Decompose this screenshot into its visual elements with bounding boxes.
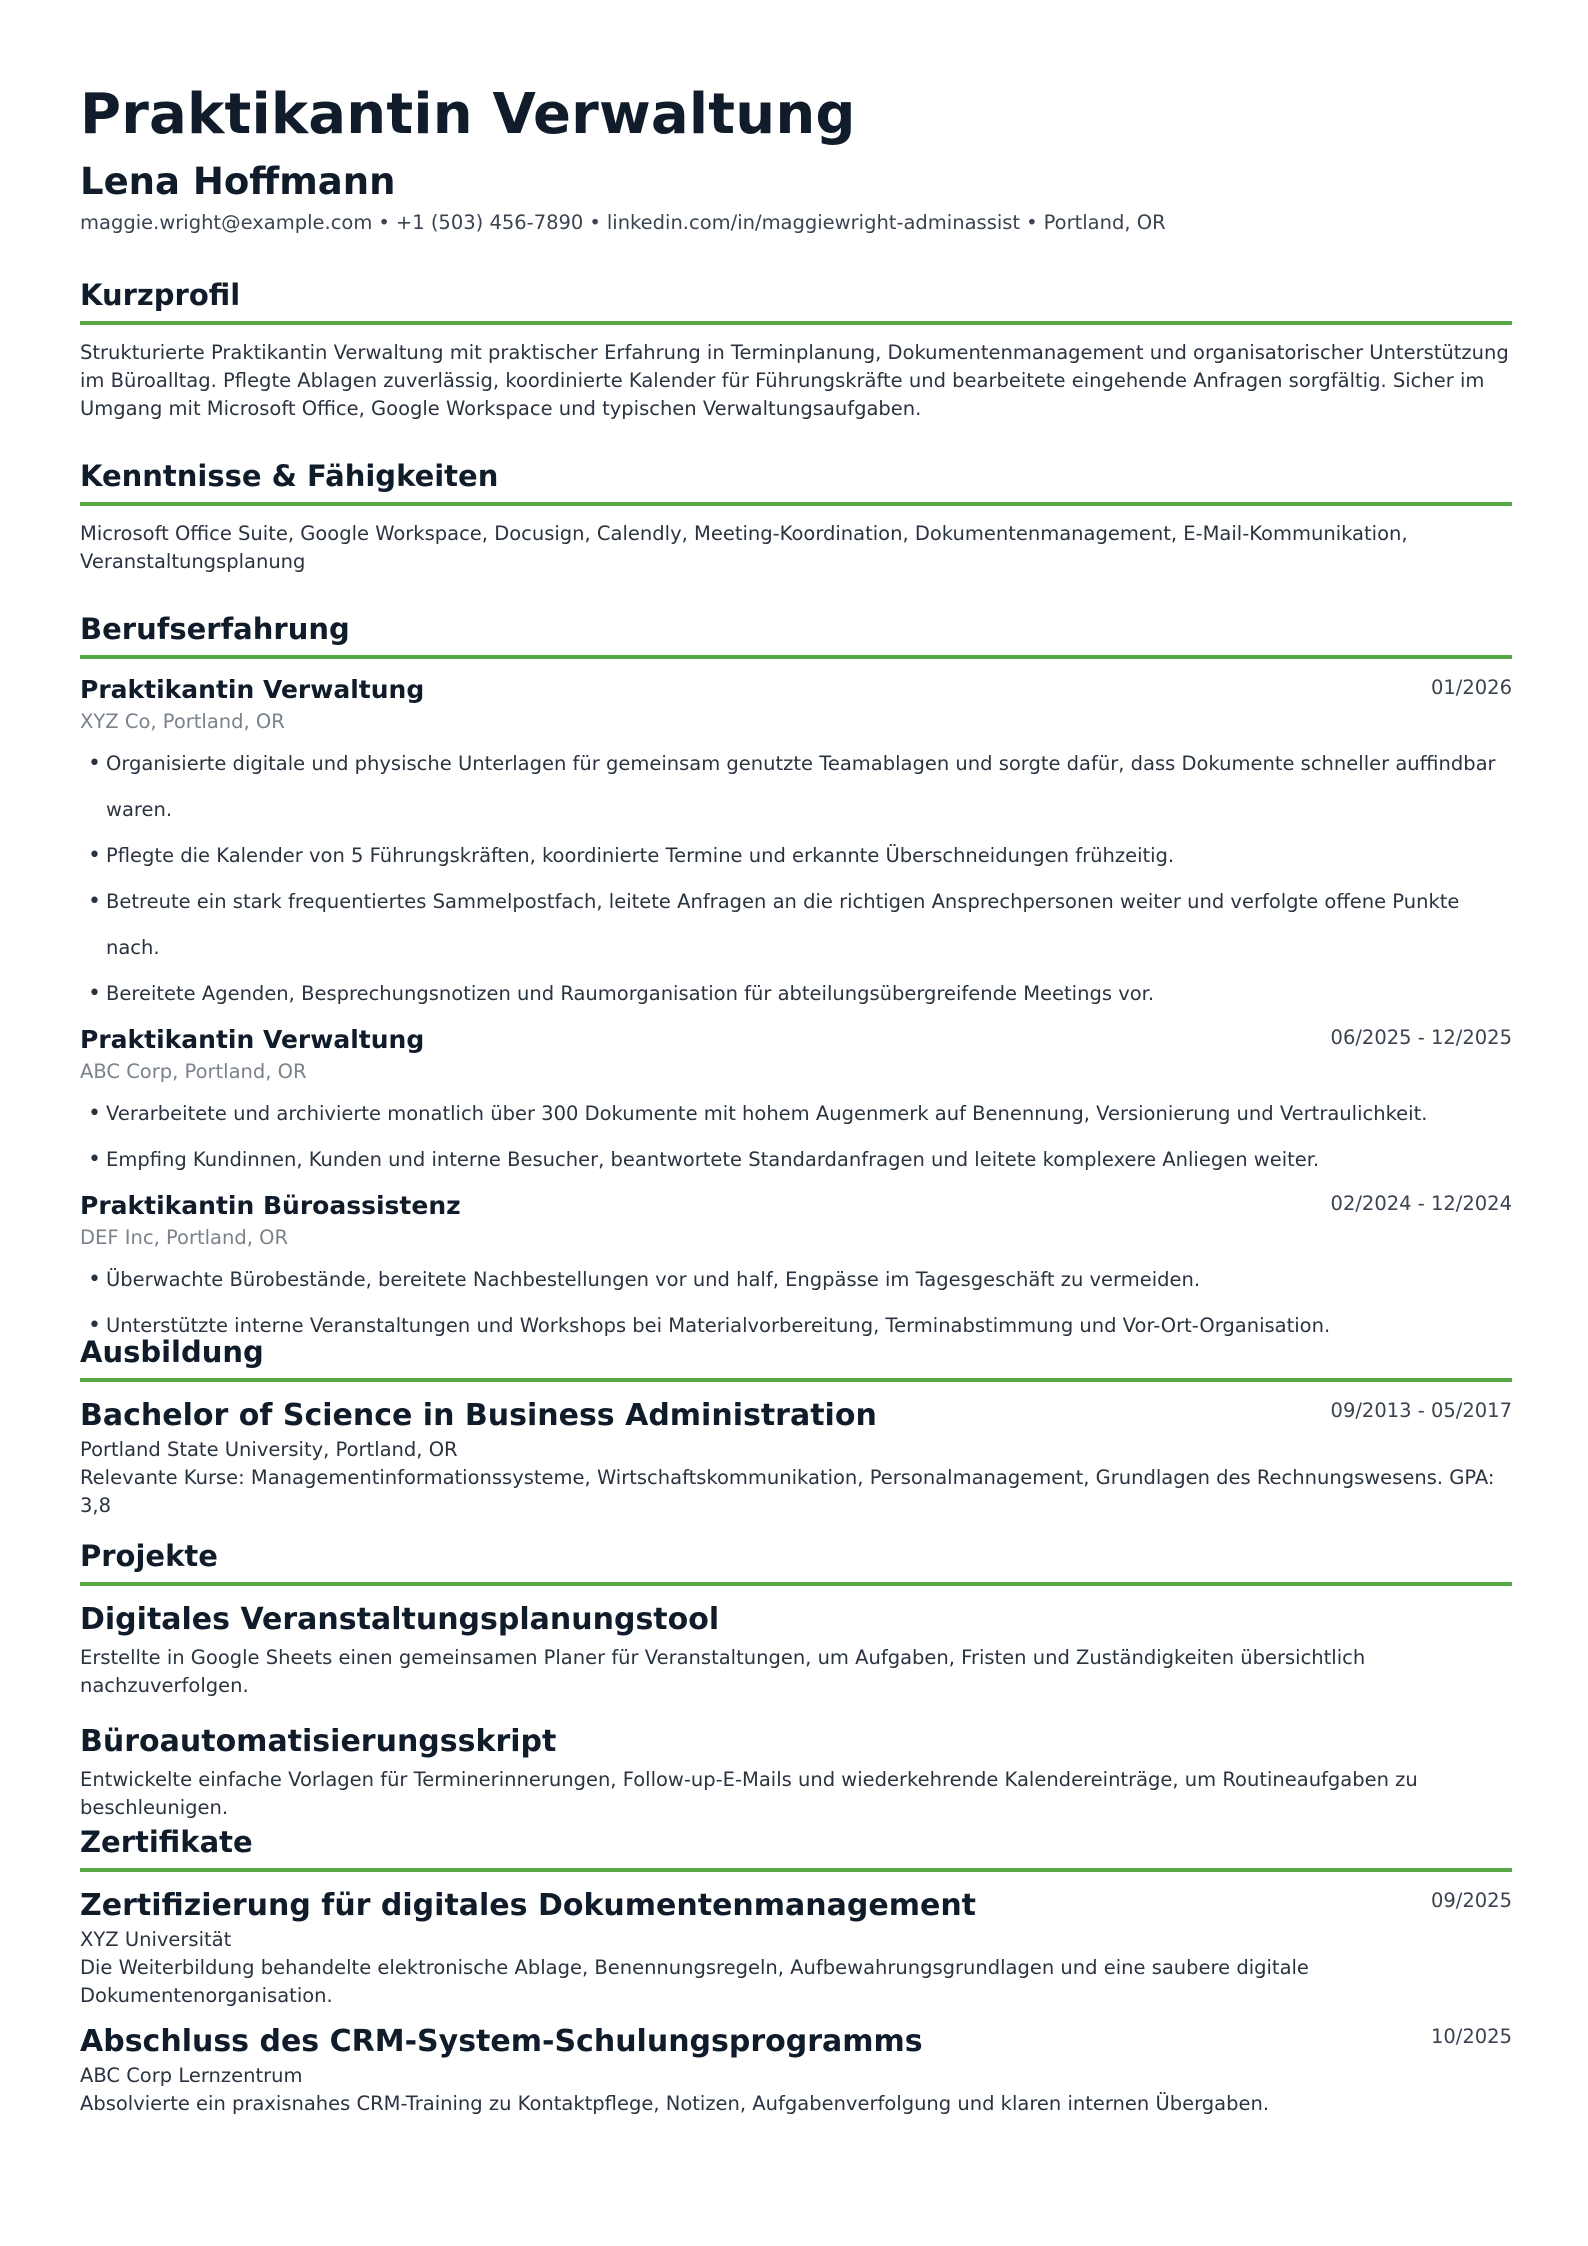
job-entry — [80, 1023, 1512, 1183]
certificate-title: Zertifizierung für digitales Dokumentenmanagement — [80, 1888, 977, 1923]
section-heading-education: Ausbildung — [80, 1335, 264, 1369]
certificate-date: 10/2025 — [1430, 2025, 1512, 2048]
projects-section — [80, 1538, 1512, 1822]
job-bullet — [80, 1257, 1512, 1303]
bullet-icon: • — [88, 1147, 101, 1172]
school-name: Portland State University, Portland, OR — [80, 1438, 458, 1461]
education-entry — [80, 1396, 1512, 1520]
job-bullet — [80, 1091, 1512, 1137]
education-details: Relevante Kurse: Managementinformationssysteme, Wirtschaftskommunikation, Personalmanagement, Grundlagen des Rechnungswesens. GPA: 3,8 — [80, 1466, 1495, 1517]
resume-title: Praktikantin Verwaltung — [80, 82, 856, 147]
contact-line — [80, 211, 1166, 234]
job-bullet — [80, 879, 1512, 971]
section-divider — [80, 321, 1512, 325]
job-company: XYZ Co, Portland, OR — [80, 710, 285, 733]
job-title: Praktikantin Verwaltung — [80, 1025, 425, 1054]
section-divider — [80, 1582, 1512, 1586]
certificate-entry — [80, 1886, 1512, 2010]
contact-location: Portland, OR — [1043, 211, 1166, 234]
job-entry — [80, 673, 1512, 1017]
contact-phone[interactable]: +1 (503) 456-7890 — [395, 211, 584, 234]
job-bullets — [80, 741, 1512, 1017]
job-bullet — [80, 971, 1512, 1017]
bullet-icon: • — [88, 889, 101, 914]
bullet-text: Bereitete Agenden, Besprechungsnotizen und Raumorganisation für abteilungsübergreifende Meetings vor. — [106, 982, 1155, 1005]
job-entry — [80, 1189, 1512, 1349]
job-date: 02/2024 - 12/2024 — [1330, 1192, 1512, 1215]
section-divider — [80, 1868, 1512, 1872]
project-description: Entwickelte einfache Vorlagen für Terminerinnerungen, Follow-up-E-Mails und wiederkehrende Kalendereinträge, um Routineaufgaben zu beschleunigen. — [80, 1768, 1418, 1819]
profile-text: Strukturierte Praktikantin Verwaltung mit praktischer Erfahrung in Terminplanung, Dokumentenmanagement und organisatorischer Unterstützung im Büroalltag. Pflegte Ablagen zuverlässig, koordinierte Kalender für Führungskräfte und bearbeitete eingehende Anfragen sorgfältig. Sicher im Umgang mit Microsoft Office, Google Workspace und typischen Verwaltungsaufgaben. — [80, 341, 1509, 420]
section-heading-experience: Berufserfahrung — [80, 612, 350, 646]
bullet-icon: • — [88, 1313, 101, 1338]
job-company: ABC Corp, Portland, OR — [80, 1060, 307, 1083]
section-divider — [80, 1378, 1512, 1382]
skills-section — [80, 458, 1512, 576]
bullet-text: Verarbeitete und archivierte monatlich über 300 Dokumente mit hohem Augenmerk auf Benennung, Versionierung und Vertraulichkeit. — [106, 1102, 1428, 1125]
project-entry — [80, 1600, 1512, 1700]
project-title: Büroautomatisierungsskript — [80, 1724, 557, 1759]
certificate-entry — [80, 2022, 1512, 2118]
bullet-icon: • — [88, 1267, 101, 1292]
contact-separator: • — [589, 211, 601, 234]
job-bullet — [80, 741, 1512, 833]
degree-title: Bachelor of Science in Business Administration — [80, 1398, 877, 1433]
experience-section — [80, 611, 1512, 1349]
bullet-text: Pflegte die Kalender von 5 Führungskräften, koordinierte Termine und erkannte Überschneidungen frühzeitig. — [106, 844, 1175, 867]
education-section — [80, 1334, 1512, 1520]
certificate-issuer: XYZ Universität — [80, 1928, 232, 1951]
section-heading-certificates: Zertifikate — [80, 1825, 253, 1859]
bullet-text: Organisierte digitale und physische Unterlagen für gemeinsam genutzte Teamablagen und sorgte dafür, dass Dokumente schneller auffindbar waren. — [106, 752, 1496, 821]
contact-separator: • — [1026, 211, 1038, 234]
section-divider — [80, 502, 1512, 506]
section-heading-profile: Kurzprofil — [80, 278, 241, 312]
job-bullet — [80, 833, 1512, 879]
section-heading-skills: Kenntnisse & Fähigkeiten — [80, 459, 499, 493]
bullet-text: Überwachte Bürobestände, bereitete Nachbestellungen vor und half, Engpässe im Tagesgeschäft zu vermeiden. — [106, 1268, 1201, 1291]
certificate-description: Die Weiterbildung behandelte elektronische Ablage, Benennungsregeln, Aufbewahrungsgrundlagen und eine saubere digitale Dokumentenorganisation. — [80, 1956, 1309, 2007]
job-title: Praktikantin Verwaltung — [80, 675, 425, 704]
bullet-icon: • — [88, 981, 101, 1006]
job-bullets — [80, 1091, 1512, 1183]
job-title: Praktikantin Büroassistenz — [80, 1191, 461, 1220]
job-bullet — [80, 1137, 1512, 1183]
certificate-issuer: ABC Corp Lernzentrum — [80, 2064, 303, 2087]
profile-section — [80, 277, 1512, 423]
certificate-date: 09/2025 — [1430, 1889, 1512, 1912]
candidate-name: Lena Hoffmann — [80, 160, 396, 203]
bullet-text: Unterstützte interne Veranstaltungen und Workshops bei Materialvorbereitung, Terminabstimmung und Vor-Ort-Organisation. — [106, 1314, 1331, 1337]
project-description: Erstellte in Google Sheets einen gemeinsamen Planer für Veranstaltungen, um Aufgaben, Fristen und Zuständigkeiten übersichtlich nachzuverfolgen. — [80, 1646, 1366, 1697]
bullet-icon: • — [88, 843, 101, 868]
education-date: 09/2013 - 05/2017 — [1330, 1399, 1512, 1422]
bullet-text: Empfing Kundinnen, Kunden und interne Besucher, beantwortete Standardanfragen und leitete komplexere Anliegen weiter. — [106, 1148, 1320, 1171]
skills-text: Microsoft Office Suite, Google Workspace, Docusign, Calendly, Meeting-Koordination, Dokumentenmanagement, E-Mail-Kommunikation, Veranstaltungsplanung — [80, 522, 1408, 573]
section-divider — [80, 655, 1512, 659]
contact-linkedin[interactable]: linkedin.com/in/maggiewright-adminassist — [606, 211, 1021, 234]
project-title: Digitales Veranstaltungsplanungstool — [80, 1602, 720, 1637]
bullet-icon: • — [88, 1101, 101, 1126]
section-heading-projects: Projekte — [80, 1539, 218, 1573]
certificate-title: Abschluss des CRM-System-Schulungsprogramms — [80, 2024, 923, 2059]
bullet-icon: • — [88, 751, 101, 776]
job-date: 01/2026 — [1430, 676, 1512, 699]
job-company: DEF Inc, Portland, OR — [80, 1226, 289, 1249]
contact-separator: • — [378, 211, 390, 234]
bullet-text: Betreute ein stark frequentiertes Sammelpostfach, leitete Anfragen an die richtigen Ansprechpersonen weiter und verfolgte offene Punkte nach. — [106, 890, 1460, 959]
certificate-description: Absolvierte ein praxisnahes CRM-Training zu Kontaktpflege, Notizen, Aufgabenverfolgung und klaren internen Übergaben. — [80, 2092, 1270, 2115]
job-date: 06/2025 - 12/2025 — [1330, 1026, 1512, 1049]
certificates-section — [80, 1824, 1512, 2118]
contact-email[interactable]: maggie.wright@example.com — [80, 211, 373, 234]
project-entry — [80, 1722, 1512, 1822]
